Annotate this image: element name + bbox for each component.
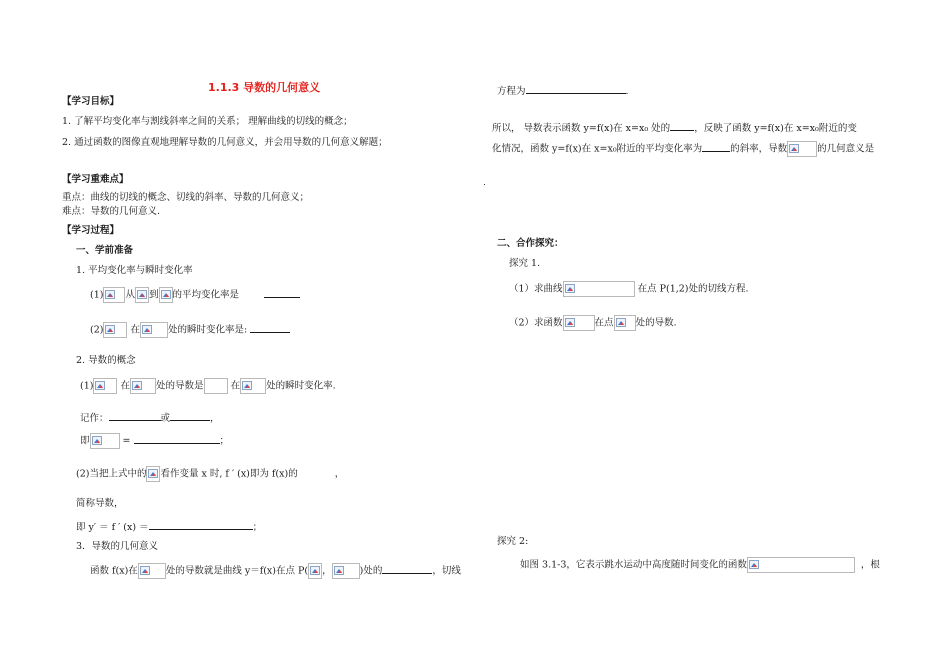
line-derivative-def: (1) 在 处的导数是 在 处的瞬时变化率.: [80, 378, 336, 394]
embedded-formula-icon: [105, 325, 115, 334]
line-y-prime: 即 y′ ＝ f ′ (x) ＝ ；: [76, 522, 263, 533]
key-point-2: 难点：导数的几何意义.: [62, 206, 161, 217]
formula-box: [614, 315, 636, 331]
embedded-formula-icon: [242, 381, 252, 390]
formula-box: [787, 141, 817, 157]
formula-box: [747, 557, 855, 573]
formula-box: [130, 378, 156, 394]
answer-blank[interactable]: [702, 142, 730, 152]
explore-1-label: 探究 1.: [509, 258, 541, 269]
answer-blank[interactable]: [382, 564, 432, 574]
formula-box: [103, 322, 127, 338]
short-name: 简称导数，: [76, 498, 124, 509]
line-so-1: 所以， 导数表示函数 y=f(x)在 x=x₀ 处的 ，反映了函数 y=f(x)在 x=x₀附近的变: [492, 123, 857, 134]
embedded-formula-icon: [616, 318, 626, 327]
embedded-formula-icon: [137, 290, 147, 299]
embedded-formula-icon: [789, 144, 799, 153]
answer-blank[interactable]: [526, 84, 626, 94]
formula-box: [240, 378, 266, 394]
line-instant-rate: (2) 在 处的瞬时变化率是:: [90, 322, 290, 338]
line-tangent-equation: 方程为 .: [497, 86, 629, 97]
line-so-2: 化情况，函数 y=f(x)在 x=x₀附近的平均变化率为 的斜率，导数 的几何意义是: [492, 141, 874, 157]
question-2: （2）求函数 在点 处的导数.: [509, 315, 677, 331]
page-title: 1.1.3 导数的几何意义: [208, 81, 321, 94]
answer-blank[interactable]: [134, 434, 220, 444]
formula-box: [103, 287, 125, 303]
item-1: 1. 平均变化率与瞬时变化率: [76, 265, 193, 276]
formula-box: [159, 287, 173, 303]
answer-blank[interactable]: [670, 121, 694, 131]
line-notation: 记作： 或 ，: [80, 413, 220, 424]
formula-box: [146, 466, 160, 482]
embedded-formula-icon: [92, 436, 102, 445]
line-ji: 即 = ；: [80, 433, 229, 449]
goal-1: 1. 了解平均变化率与割线斜率之间的关系； 理解曲线的切线的概念；: [62, 116, 353, 127]
embedded-formula-icon: [148, 469, 158, 478]
process-heading: 【学习过程】: [62, 225, 120, 236]
formula-box: [332, 563, 360, 579]
answer-blank[interactable]: [264, 288, 300, 298]
item-2: 2. 导数的概念: [76, 355, 136, 366]
embedded-formula-icon: [565, 318, 575, 327]
formula-box: [90, 433, 120, 449]
line-derived-function: (2)当把上式中的 看作变量 x 时, f ′ (x)即为 f(x)的 ，: [76, 466, 344, 482]
embedded-formula-icon: [161, 290, 171, 299]
formula-box: [563, 315, 595, 331]
formula-box: [204, 378, 228, 394]
answer-blank[interactable]: [250, 323, 290, 333]
goals-heading: 【学习目标】: [62, 96, 120, 107]
formula-box: [138, 563, 166, 579]
formula-box: [135, 287, 149, 303]
question-1: （1）求曲线 在点 P(1,2)处的切线方程.: [509, 281, 749, 297]
key-point-1: 重点：曲线的切线的概念、切线的斜率、导数的几何意义；: [62, 192, 310, 203]
key-points-heading: 【学习重难点】: [62, 174, 129, 185]
embedded-formula-icon: [142, 325, 152, 334]
stray-dot: [484, 184, 485, 185]
line-figure-ref: 如图 3.1-3，它表示跳水运动中高度随时间变化的函数 ，根: [520, 557, 880, 573]
explore-2-label: 探究 2:: [497, 536, 529, 547]
embedded-formula-icon: [140, 566, 150, 575]
formula-box: [308, 563, 322, 579]
prep-heading: 一、学前准备: [76, 245, 134, 256]
answer-blank[interactable]: [149, 520, 253, 530]
line-geometric-meaning: 函数 f(x)在 处的导数就是曲线 y＝f(x)在点 P( ， )处的 ，切线: [90, 563, 461, 579]
answer-blank[interactable]: [109, 411, 161, 421]
formula-box: [563, 281, 635, 297]
embedded-formula-icon: [565, 284, 575, 293]
answer-blank[interactable]: [170, 411, 210, 421]
coop-heading: 二、合作探究：: [497, 238, 564, 249]
line-avg-rate: (1) 从 到 的平均变化率是: [90, 287, 300, 303]
embedded-formula-icon: [95, 381, 105, 390]
embedded-formula-icon: [132, 381, 142, 390]
embedded-formula-icon: [749, 560, 759, 569]
item-3: 3．导数的几何意义: [76, 541, 159, 552]
embedded-formula-icon: [105, 290, 115, 299]
goal-2: 2. 通过函数的图像直观地理解导数的几何意义，并会用导数的几何意义解题；: [62, 137, 388, 148]
embedded-formula-icon: [334, 566, 344, 575]
formula-box: [140, 322, 168, 338]
embedded-formula-icon: [310, 566, 320, 575]
formula-box: [93, 378, 117, 394]
